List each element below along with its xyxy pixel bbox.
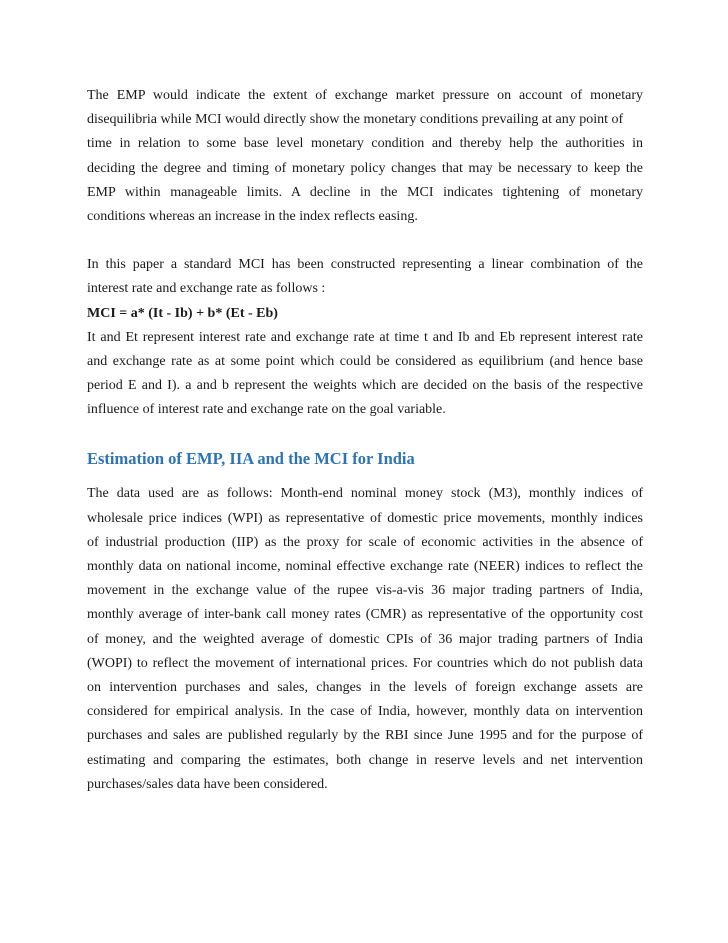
paragraph-emp-mci xyxy=(87,84,643,229)
text-line: The data used are as follows: Month-end nominal money stock (M3), monthly indices of xyxy=(87,486,643,502)
text-line: and exchange rate as at some point which could be considered as equilibrium (and hence base xyxy=(87,353,643,369)
text-line: on intervention purchases and sales, changes in the levels of foreign exchange assets are xyxy=(87,679,643,695)
text-line: conditions whereas an increase in the index reflects easing. xyxy=(87,208,418,224)
text-line: EMP within manageable limits. A decline in the MCI indicates tightening of monetary xyxy=(87,184,643,200)
document-body xyxy=(87,84,643,797)
text-line: period E and I). a and b represent the weights which are decided on the basis of the respective xyxy=(87,378,643,394)
text-line: interest rate and exchange rate as follows : xyxy=(87,281,326,297)
mci-formula: MCI = a* (It - Ib) + b* (Et - Eb) xyxy=(87,305,278,321)
text-line: purchases and sales are published regularly by the RBI since June 1995 and for the purpose of xyxy=(87,728,643,744)
text-line: monthly average of inter-bank call money rates (CMR) as representative of the opportunity cost xyxy=(87,607,643,623)
text-line: monthly data on national income, nominal effective exchange rate (NEER) indices to reflect the xyxy=(87,559,643,574)
text-line: estimating and comparing the estimates, both change in reserve levels and net intervention xyxy=(87,752,643,768)
text-line: (WOPI) to reflect the movement of international prices. For countries which do not publish data xyxy=(87,655,643,671)
text-line: deciding the degree and timing of monetary policy changes that may be necessary to keep the xyxy=(87,160,643,176)
text-line: movement in the exchange value of the rupee vis-a-vis 36 major trading partners of India, xyxy=(87,583,643,599)
paragraph-data-description xyxy=(87,482,643,796)
text-line: time in relation to some base level monetary condition and thereby help the authorities in xyxy=(87,136,643,152)
text-line: considered for empirical analysis. In the case of India, however, monthly data on intervention xyxy=(87,704,643,720)
text-line: purchases/sales data have been considered. xyxy=(87,776,328,792)
text-line: It and Et represent interest rate and exchange rate at time t and Ib and Eb represent interest rate xyxy=(87,329,643,345)
text-line: wholesale price indices (WPI) as representative of domestic price movements, monthly indices xyxy=(87,510,643,526)
text-line: of money, and the weighted average of domestic CPIs of 36 major trading partners of India xyxy=(87,631,643,647)
text-line: The EMP would indicate the extent of exchange market pressure on account of monetary xyxy=(87,88,643,103)
section-heading: Estimation of EMP, IIA and the MCI for India xyxy=(87,449,415,469)
text-line: influence of interest rate and exchange rate on the goal variable. xyxy=(87,402,446,418)
text-line: disequilibria while MCI would directly show the monetary conditions prevailing at any point of xyxy=(87,112,624,128)
text-line: of industrial production (IIP) as the proxy for scale of economic activities in the absence of xyxy=(87,534,643,550)
text-line: In this paper a standard MCI has been constructed representing a linear combination of the xyxy=(87,257,643,273)
paragraph-mci-construction xyxy=(87,253,643,422)
